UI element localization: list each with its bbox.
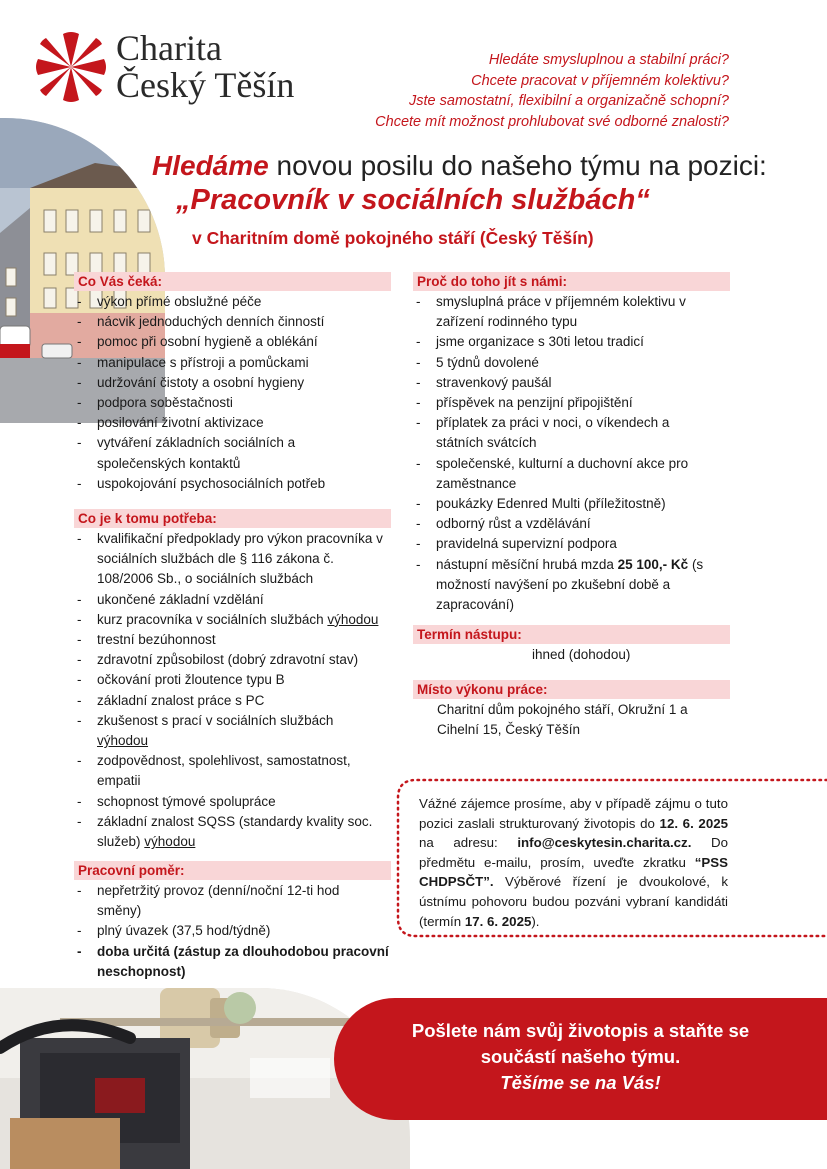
item-text: nástupní měsíční hrubá mzda	[436, 556, 614, 572]
list-item: - výkon přímé obslužné péče	[74, 292, 394, 312]
advantage-note: výhodou	[97, 733, 149, 749]
list-item: - společenské, kulturní a duchovní akce pro zaměstnance	[413, 454, 696, 494]
section-header-offer: Co Vás čeká:	[74, 272, 391, 291]
charita-wordmark	[116, 30, 294, 104]
charita-logo	[36, 30, 336, 110]
start-value: ihned (dohodou)	[532, 647, 631, 662]
list-item: - zodpovědnost, spolehlivost, samostatnost, empatii	[74, 751, 387, 791]
list-item: - stravenkový paušál	[413, 373, 733, 393]
contact-text-part: ).	[531, 913, 540, 929]
brand-name-line1: Charita	[116, 28, 222, 68]
list-item: - plný úvazek (37,5 hod/týdně)	[74, 921, 394, 941]
list-item: - 5 týdnů dovolené	[413, 353, 733, 373]
question: Jste samostatní, flexibilní a organizačně schopní?	[409, 93, 729, 109]
list-item: - kvalifikační předpoklady pro výkon pracovníka v sociálních službách dle § 116 zákona č. 108/2006 Sb., o sociálních službách	[74, 529, 387, 590]
list-item: - poukázky Edenred Multi (příležitostně)	[413, 494, 733, 514]
place-value: Charitní dům pokojného stáří, Okružní 1 a Cihelní 15, Český Těšín	[437, 702, 688, 738]
list-item: - ukončené základní vzdělání	[74, 590, 394, 610]
subject-code: “PSS CHDPSČT”.	[419, 854, 728, 890]
cta-line: Pošlete nám svůj životopis a staňte se	[411, 1020, 750, 1041]
list-item: - pravidelná supervizní podpora	[413, 534, 733, 554]
list-item: - odborný růst a vzdělávání	[413, 514, 733, 534]
item-text: základní znalost SQSS (standardy kvality soc. služeb)	[97, 813, 373, 850]
section-header-why-us: Proč do toho jít s námi:	[413, 272, 730, 291]
list-item: - očkování proti žloutence typu B	[74, 670, 394, 690]
headline-emphasis: Hledáme	[152, 150, 269, 181]
contact-text-part: Výběrové řízení je dvoukolové, k ústnímu pohovoru budou pozváni vybraní kandidáti (termín	[419, 874, 728, 929]
list-item: - podpora soběstačnosti	[74, 393, 394, 413]
list-item: - smysluplná práce v příjemném kolektivu v zařízení rodinného typu	[413, 292, 706, 332]
deadline-date: 12. 6. 2025	[659, 815, 729, 831]
contact-text-part: Vážné zájemce prosíme, aby v případě zájmu o tuto pozici zaslali strukturovaný životopis do	[419, 796, 728, 831]
intro-questions	[375, 50, 729, 132]
position-location: v Charitním domě pokojného stáří (Český Těšín)	[192, 228, 594, 248]
list-item: - doba určitá (zástup za dlouhodobou pracovní neschopnost)	[74, 942, 397, 982]
cta-line: Těšíme se na Vás!	[500, 1072, 661, 1093]
brand-name-line2: Český Těšín	[116, 65, 295, 105]
list-item: - nepřetržitý provoz (denní/noční 12-ti hod směny)	[74, 881, 382, 921]
headline	[152, 150, 767, 182]
interview-date: 17. 6. 2025	[464, 913, 532, 929]
charita-cross-icon	[36, 32, 106, 102]
list-item: - udržování čistoty a osobní hygieny	[74, 373, 394, 393]
section-header-start: Termín nástupu:	[413, 625, 730, 644]
call-to-action-banner	[334, 998, 827, 1120]
offer-list	[74, 292, 394, 494]
contact-text-part: Do předmětu e-mailu, prosím, uveďte zkratku	[419, 835, 728, 870]
list-item: - uspokojování psychosociálních potřeb	[74, 474, 394, 494]
list-item: - pomoc při osobní hygieně a oblékání	[74, 332, 394, 352]
section-header-place: Místo výkonu práce:	[413, 680, 730, 699]
cta-line: součástí našeho týmu.	[480, 1046, 681, 1067]
section-header-requirements: Co je k tomu potřeba:	[74, 509, 391, 528]
employment-list	[74, 881, 394, 982]
list-item: - jsme organizace s 30ti letou tradicí	[413, 332, 733, 352]
list-item	[413, 555, 706, 616]
list-item: - příplatek za práci v noci, o víkendech a státních svátcích	[413, 413, 706, 453]
list-item: - manipulace s přístroji a pomůckami	[74, 353, 394, 373]
list-item: - zdravotní způsobilost (dobrý zdravotní stav)	[74, 650, 394, 670]
section-header-employment: Pracovní poměr:	[74, 861, 391, 880]
list-item: - posilování životní aktivizace	[74, 413, 394, 433]
list-item: - základní znalost práce s PC	[74, 691, 394, 711]
list-item: - příspěvek na penzijní připojištění	[413, 393, 733, 413]
advantage-note: výhodou	[327, 611, 379, 627]
list-item	[74, 711, 372, 751]
list-item	[74, 812, 397, 852]
list-item: - vytváření základních sociálních a společenských kontaktů	[74, 433, 342, 473]
position-title: „Pracovník v sociálních službách“	[176, 184, 650, 216]
contact-email: info@ceskytesin.charita.cz.	[517, 835, 692, 851]
question: Chcete pracovat v příjemném kolektivu?	[471, 72, 729, 89]
question: Chcete mít možnost prohlubovat své odborné znalosti?	[375, 113, 729, 130]
list-item	[74, 610, 394, 630]
benefits-list	[413, 292, 733, 615]
salary-amount: 25 100,- Kč	[617, 556, 689, 572]
headline-rest: novou posilu do našeho týmu na pozici:	[276, 150, 767, 181]
contact-text-part: na adresu:	[419, 835, 498, 851]
list-item: - trestní bezúhonnost	[74, 630, 394, 650]
item-text: kurz pracovníka v sociálních službách	[97, 611, 324, 627]
list-item: - nácvik jednoduchých denních činností	[74, 312, 394, 332]
advantage-note: výhodou	[144, 834, 196, 850]
contact-instructions	[419, 794, 728, 931]
list-item: - schopnost týmové spolupráce	[74, 792, 394, 812]
question: Hledáte smysluplnou a stabilní práci?	[488, 52, 729, 68]
item-text: (s možností navýšení po zkušební době a zapracování)	[436, 556, 704, 613]
item-text: zkušenost s prací v sociálních službách	[97, 712, 334, 728]
requirements-list	[74, 529, 394, 852]
